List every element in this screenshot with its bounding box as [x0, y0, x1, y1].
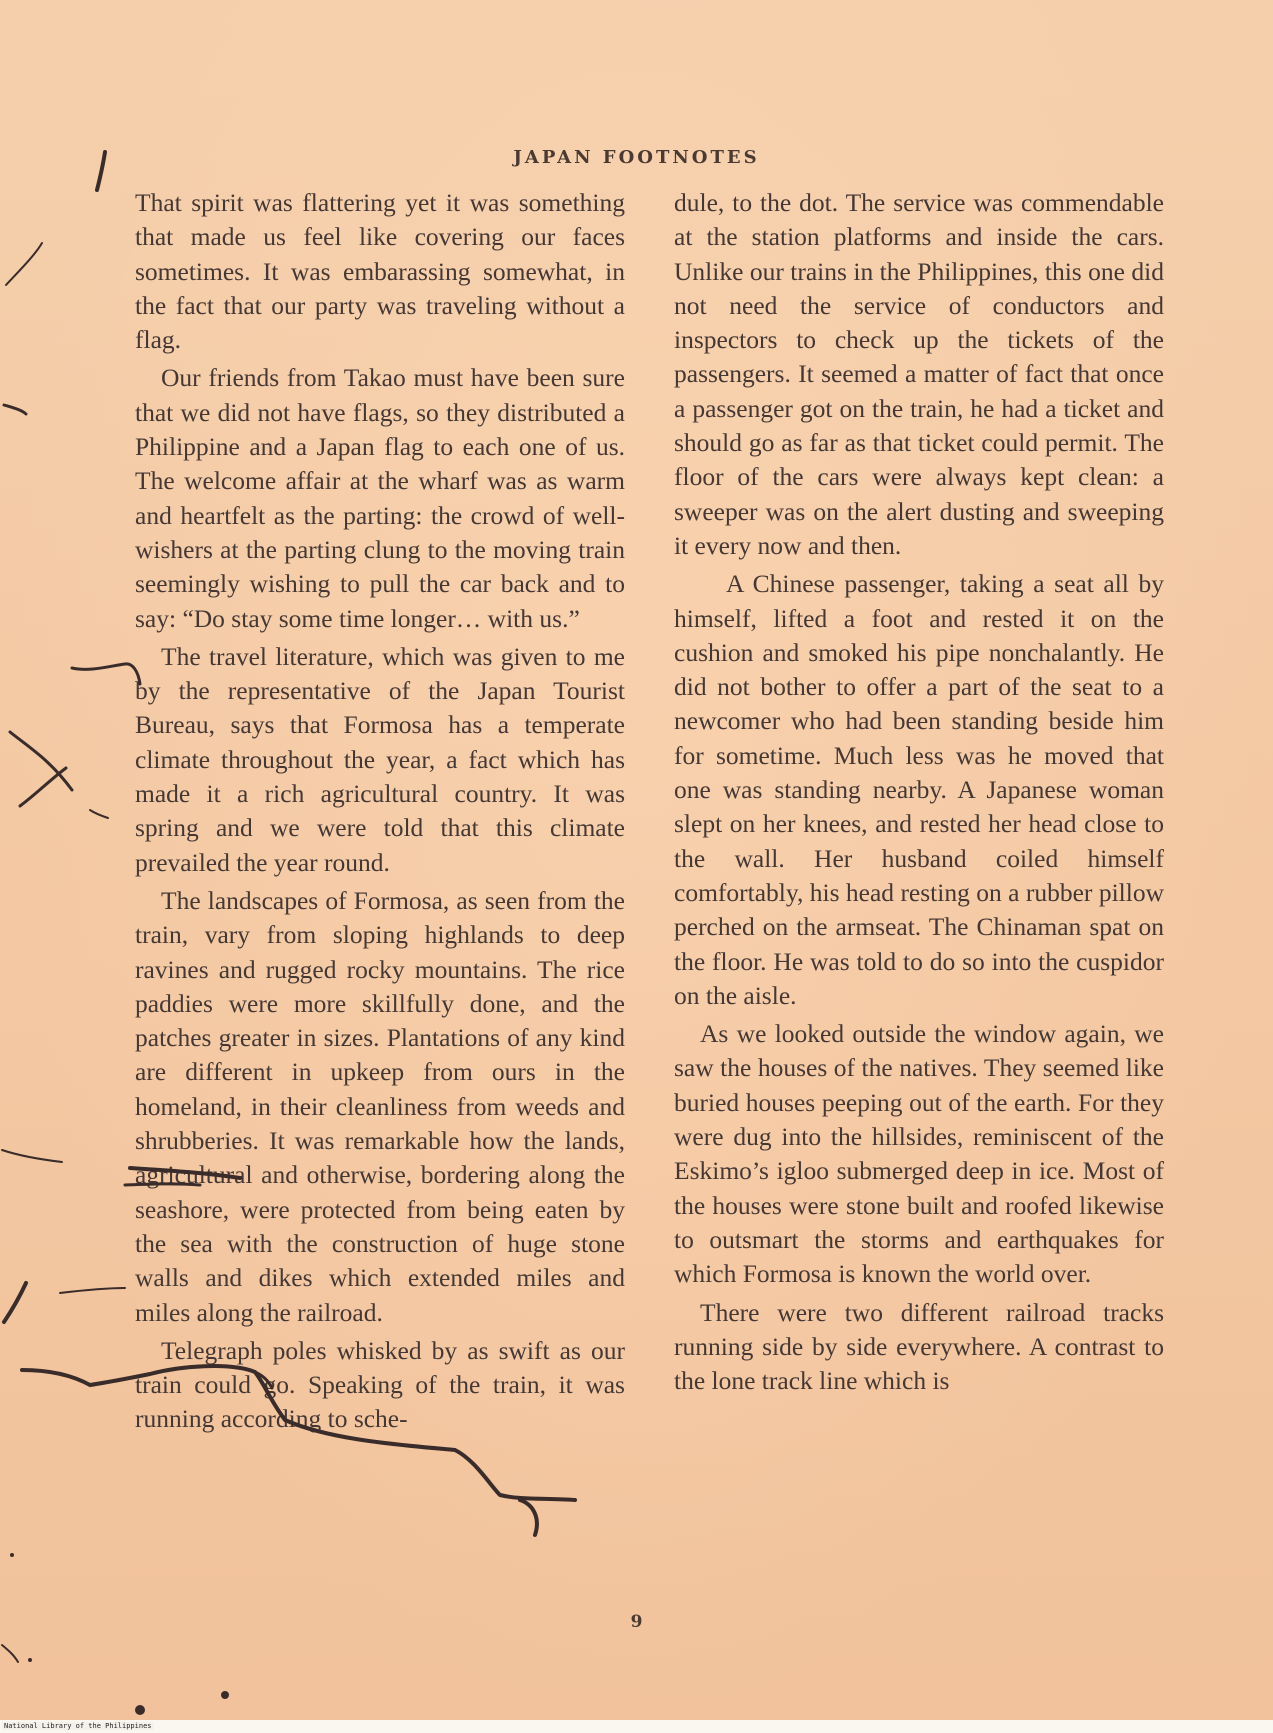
ink-spot: [135, 1705, 145, 1715]
tear-mark: [2, 1150, 62, 1162]
running-header: JAPAN FOOTNOTES: [513, 147, 760, 168]
paragraph: Our friends from Takao must have been sure that we did not have flags, so they distributed a Philippine and a Japan flag to each one of us. The welcome affair at the wharf was as warm and heartfelt as the parting: the crowd of well-wishers at the parting clung to the moving train seemingly wishing to pull the car back and to say: “Do stay some time longer… with us.”: [135, 363, 625, 633]
scan-bottom-strip: [0, 1720, 1273, 1733]
ink-spot: [221, 1691, 229, 1699]
library-watermark: National Library of the Philippines: [4, 1722, 152, 1730]
left-column: [135, 186, 625, 1441]
crack-line: [60, 1288, 125, 1293]
paragraph: The landscapes of Formosa, as seen from the train, vary from sloping highlands to deep ravines and rugged rocky mountains. The rice paddies were more skillfully done, and the patches greater in sizes. Plantations of any kind are different in upkeep from ours in the homeland, in their cleanliness from weeds and shrubberies. It was remarkable how the lands, agricultural and otherwise, bordering along the seashore, were protected from being eaten by the sea with the construction of huge stone walls and dikes which extended miles and miles along the railroad.: [135, 885, 625, 1327]
tear-mark: [10, 732, 72, 790]
tear-mark: [6, 243, 42, 285]
paragraph: Telegraph poles whisked by as swift as our train could go. Speaking of the train, it was running according to sche-: [135, 1335, 625, 1434]
tear-mark: [20, 768, 66, 806]
ink-spot: [28, 1658, 32, 1662]
paragraph: There were two different railroad tracks running side by side everywhere. A contrast to the lone track line which is: [674, 1297, 1164, 1396]
paragraph: As we looked outside the window again, we saw the houses of the natives. They seemed like buried houses peeping out of the earth. For they were dug into the hillsides, reminiscent of the Eskimo’s igloo submerged deep in ice. Most of the houses were stone built and roofed likewise to outsmart the storms and earthquakes for which Formosa is known the world over.: [674, 1019, 1164, 1289]
tear-mark: [90, 810, 108, 818]
paragraph: That spirit was flattering yet it was something that made us feel like covering our faces sometimes. It was embarassing somewhat, in the fact that our party was traveling without a flag.: [135, 188, 625, 355]
paragraph: The travel literature, which was given to me by the representative of the Japan Tourist Bureau, says that Formosa has a temperate climate throughout the year, a fact which has made it a rich agricultural country. It was spring and we were told that this climate prevailed the year round.: [135, 641, 625, 877]
paragraph: dule, to the dot. The service was commendable at the station platforms and inside the cars. Unlike our trains in the Philippines, this one did not need the service of conductors and inspectors to check up the tickets of the passengers. It seemed a matter of fact that once a passenger got on the train, he had a ticket and should go as far as that ticket could permit. The floor of the cars were always kept clean: a sweeper was on the alert dusting and sweeping it every now and then.: [674, 188, 1164, 560]
crack-line: [72, 664, 140, 684]
crack-line: [520, 1500, 537, 1535]
paragraph: A Chinese passenger, taking a seat all by himself, lifted a foot and rested it on the cushion and smoked his pipe nonchalantly. He did not bother to offer a part of the seat to a newcomer who had been standing beside him for sometime. Much less was he moved that one was standing nearby. A Japanese woman slept on her knees, and rested her head close to the wall. Her husband coiled himself comfortably, his head resting on a rubber pillow perched on the armseat. The Chinaman spat on the floor. He was told to do so into the cuspidor on the aisle.: [674, 569, 1164, 1010]
right-column: [674, 186, 1164, 1402]
tear-mark: [4, 405, 26, 414]
ink-spot: [10, 1553, 14, 1557]
tear-mark: [4, 1283, 26, 1322]
page-number: 9: [630, 1612, 643, 1632]
tear-mark: [2, 1645, 18, 1662]
